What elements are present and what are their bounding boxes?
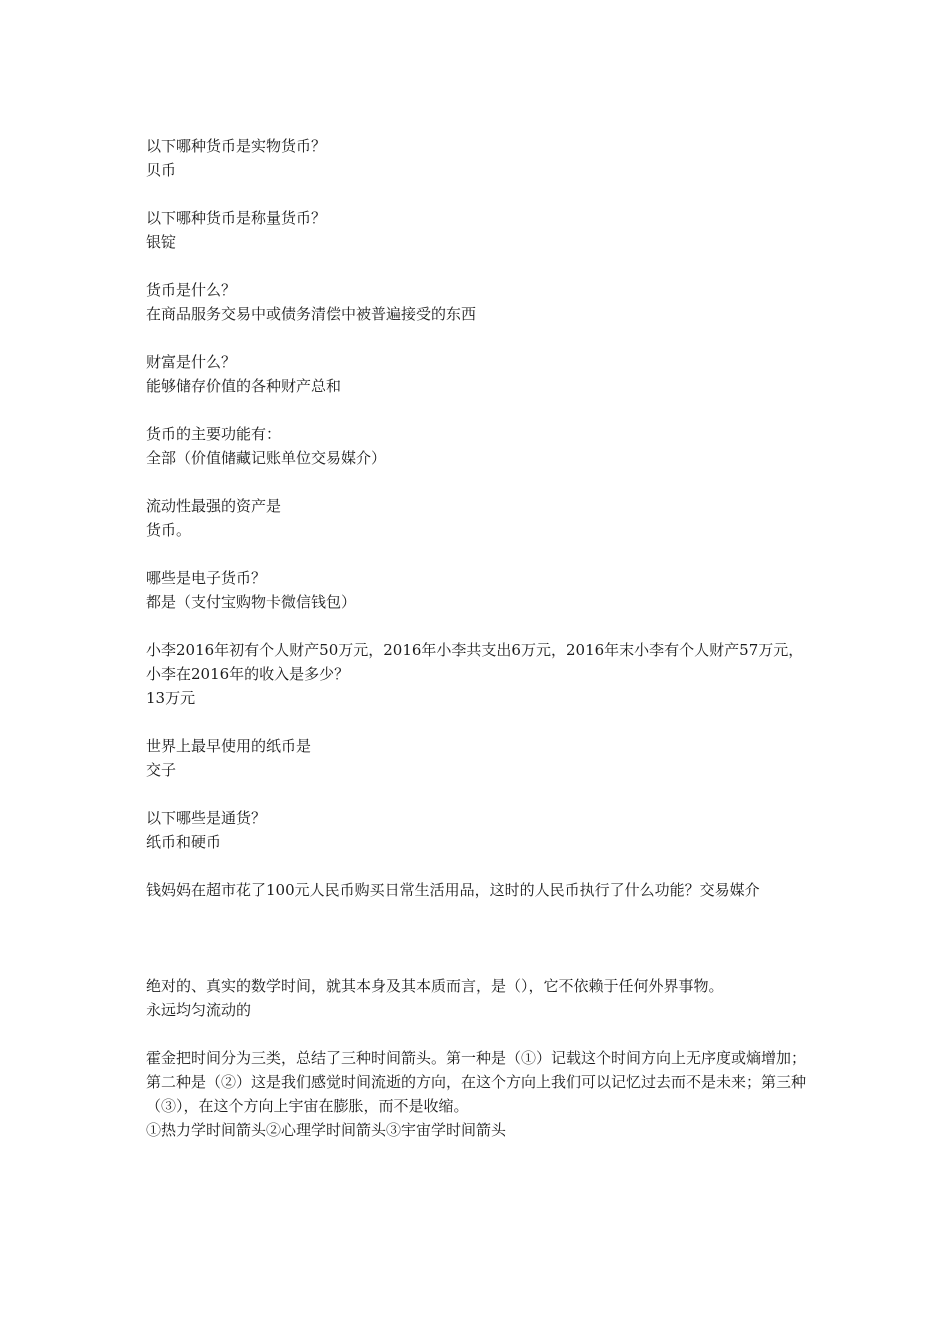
question: 小李2016年初有个人财产50万元，2016年小李共支出6万元，2016年末小李有个人财产57万元，小李在2016年的收入是多少？ [146,641,804,683]
answer: 交子 [146,761,177,779]
answer: 银锭 [146,233,177,251]
qa-item [146,350,806,398]
qa-item [146,278,806,326]
answer: 都是（支付宝购物卡微信钱包） [146,593,357,611]
qa-item [146,974,806,1022]
question: 货币是什么？ [146,281,237,299]
question: 钱妈妈在超市花了100元人民币购买日常生活用品，这时的人民币执行了什么功能？交易媒介 [146,881,760,899]
answer: 永远均匀流动的 [146,1001,252,1019]
question: 货币的主要功能有： [146,425,282,443]
qa-item [146,878,806,902]
qa-item [146,566,806,614]
answer: 纸币和硬币 [146,833,222,851]
question: 世界上最早使用的纸币是 [146,737,312,755]
qa-item [146,1046,806,1142]
question: 绝对的、真实的数学时间，就其本身及其本质而言，是（），它不依赖于任何外界事物。 [146,977,724,995]
section-gap [146,926,806,974]
question: 流动性最强的资产是 [146,497,282,515]
question: 财富是什么？ [146,353,237,371]
question: 以下哪种货币是实物货币？ [146,137,327,155]
question: 以下哪些是通货？ [146,809,267,827]
answer: 全部（价值储藏记账单位交易媒介） [146,449,387,467]
answer: 货币。 [146,521,192,539]
answer: 贝币 [146,161,177,179]
answer: 能够储存价值的各种财产总和 [146,377,342,395]
qa-item [146,206,806,254]
answer: 13万元 [146,689,196,707]
qa-item [146,806,806,854]
qa-item [146,494,806,542]
answer: 在商品服务交易中或债务清偿中被普遍接受的东西 [146,305,477,323]
qa-item [146,134,806,182]
qa-item [146,422,806,470]
question: 哪些是电子货币？ [146,569,267,587]
question: 霍金把时间分为三类，总结了三种时间箭头。第一种是（①）记载这个时间方向上无序度或熵增加；第二种是（②）这是我们感觉时间流逝的方向，在这个方向上我们可以记忆过去而不是未来；第三种（③），在这个方向上宇宙在膨胀，而不是收缩。 [146,1049,807,1115]
question: 以下哪种货币是称量货币？ [146,209,327,227]
answer: ①热力学时间箭头②心理学时间箭头③宇宙学时间箭头 [146,1121,507,1139]
qa-item [146,734,806,782]
document-body [146,134,806,1166]
qa-item [146,638,806,710]
